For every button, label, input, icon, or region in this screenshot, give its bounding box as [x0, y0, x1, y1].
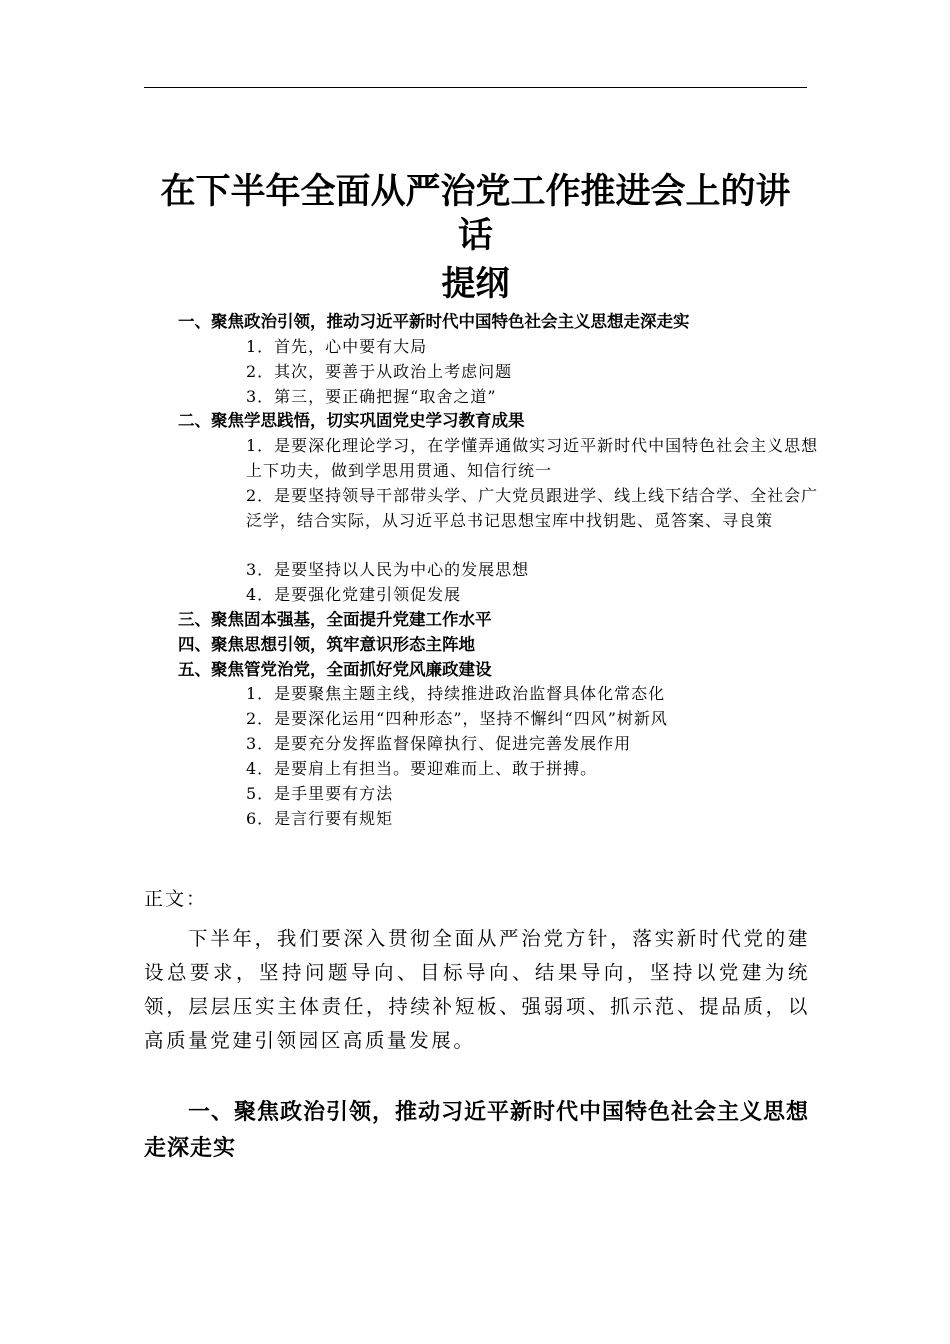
outline-item-2-1: 1．是要深化理论学习，在学懂弄通做实习近平新时代中国特色社会主义思想上下功夫，做到学思用贯通、知信行统一 [246, 436, 819, 480]
outline-item-2-2: 2．是要坚持领导干部带头学、广大党员跟进学、线上线下结合学、全社会广泛学，结合实际，从习近平总书记思想宝库中找钥匙、觅答案、寻良策 [246, 486, 819, 530]
outline-section-1: 一、聚焦政治引领，推动习近平新时代中国特色社会主义思想走深走实 [178, 312, 690, 331]
outline-item-5-6: 6．是言行要有规矩 [246, 809, 394, 828]
body-label: 正文： [144, 888, 208, 910]
document-title-line2: 话 [457, 216, 493, 256]
header-rule [144, 87, 807, 88]
outline-section-4: 四、聚焦思想引领，筑牢意识形态主阵地 [178, 635, 475, 654]
outline-item-1-3: 3．第三，要正确把握“取舍之道” [246, 387, 497, 406]
body-section-heading: 一、聚焦政治引领，推动习近平新时代中国特色社会主义思想走深走实 [144, 1100, 810, 1161]
outline-section-5: 五、聚焦管党治党，全面抓好党风廉政建设 [178, 660, 492, 679]
body-paragraph: 下半年，我们要深入贯彻全面从严治党方针，落实新时代党的建设总要求，坚持问题导向、目标导向、结果导向，坚持以党建为统领，层层压实主体责任，持续补短板、强弱项、抓示范、提品质，以高质量党建引领园区高质量发展。 [144, 927, 810, 1052]
outline-item-1-1: 1．首先，心中要有大局 [246, 337, 428, 356]
outline-item-5-4: 4．是要肩上有担当。要迎难而上、敢于拼搏。 [246, 759, 598, 778]
outline-section-3: 三、聚焦固本强基，全面提升党建工作水平 [178, 610, 492, 629]
outline-item-5-1: 1．是要聚焦主题主线，持续推进政治监督具体化常态化 [246, 684, 666, 703]
outline-item-1-2: 2．其次，要善于从政治上考虑问题 [246, 362, 513, 381]
outline-item-5-2: 2．是要深化运用“四种形态”，坚持不懈纠“四风”树新风 [246, 709, 668, 728]
outline-item-5-5: 5．是手里要有方法 [246, 784, 394, 803]
outline-section-2: 二、聚焦学思践悟，切实巩固党史学习教育成果 [178, 411, 525, 430]
document-title-line1: 在下半年全面从严治党工作推进会上的讲 [160, 172, 791, 212]
outline-item-5-3: 3．是要充分发挥监督保障执行、促进完善发展作用 [246, 734, 632, 753]
outline-item-2-4: 4．是要强化党建引领促发展 [246, 585, 462, 604]
outline-item-2-3: 3．是要坚持以人民为中心的发展思想 [246, 560, 530, 579]
document-subtitle: 提纲 [441, 264, 510, 304]
